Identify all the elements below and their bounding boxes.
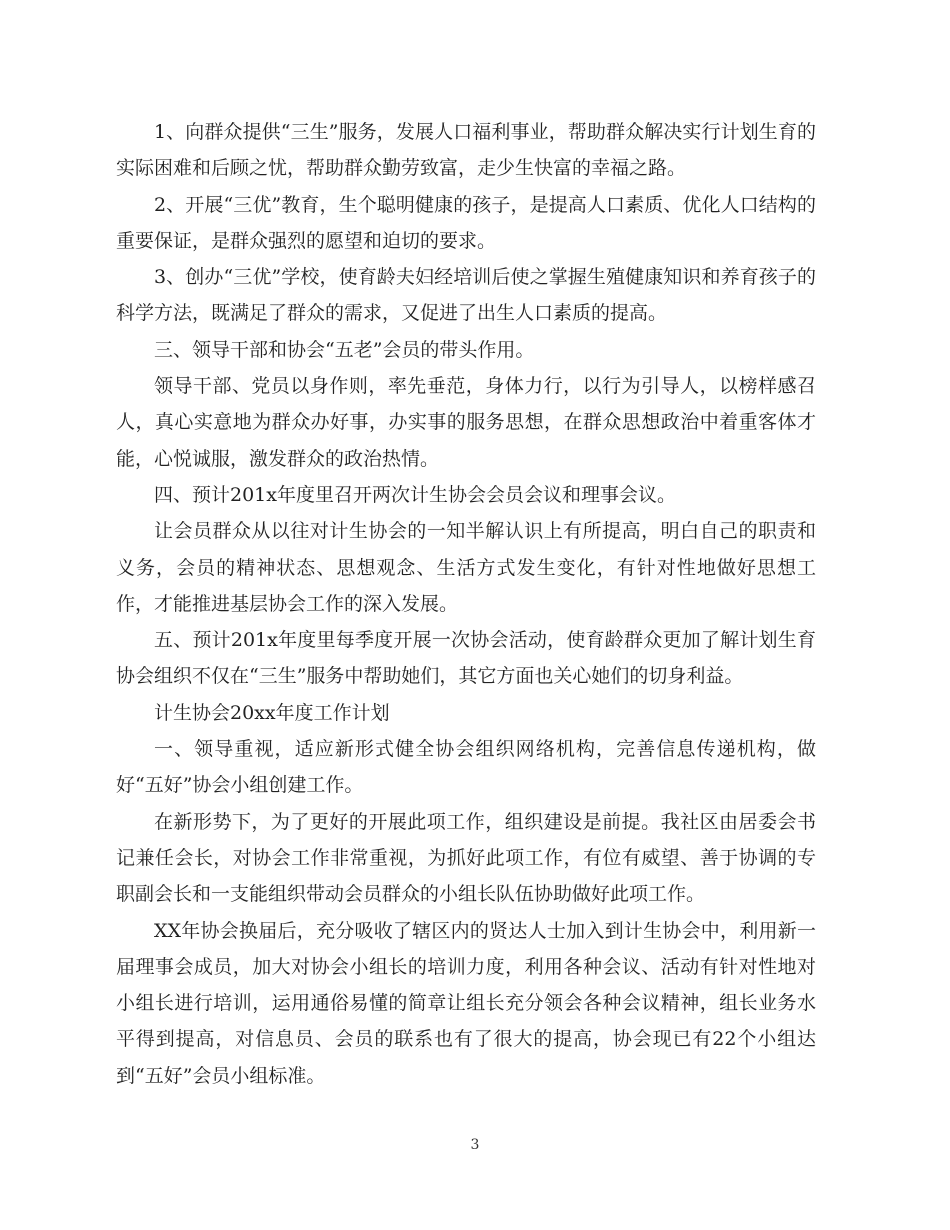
paragraph-leadership: 领导干部、党员以身作则，率先垂范，身体力行，以行为引导人，以榜样感召人，真心实意地为群众办好事，办实事的服务思想，在群众思想政治中着重客体才能，心悦诚服，激发群众的政治热情。 (116, 375, 816, 470)
paragraph-organization: 在新形势下，为了更好的开展此项工作，组织建设是前提。我社区由居委会书记兼任会长，对协会工作非常重视，为抓好此项工作，有位有威望、善于协调的专职副会长和一支能组织带动会员群众的小组长队伍协助做好此项工作。 (116, 810, 816, 906)
paragraph-training: XX年协会换届后，充分吸收了辖区内的贤达人士加入到计生协会中，利用新一届理事会成员，加大对协会小组长的培训力度，利用各种会议、活动有针对性地对小组长进行培训，运用通俗易懂的简章让组长充分领会各种会议精神，组长业务水平得到提高，对信息员、会员的联系也有了很大的提高，协会现已有22个小组达到“五好”会员小组标准。 (116, 919, 816, 1087)
page-number: 3 (470, 1137, 480, 1153)
paragraph-service-item-2: 2、开展“三优”教育，生个聪明健康的孩子，是提高人口素质、优化人口结构的重要保证，是群众强烈的愿望和迫切的要求。 (116, 193, 816, 252)
document-subtitle: 计生协会20xx年度工作计划 (154, 701, 390, 724)
document-body (116, 114, 816, 1094)
section-heading-4: 四、预计201x年度里召开两次计生协会会员会议和理事会议。 (154, 483, 676, 506)
section-heading-5: 五、预计201x年度里每季度开展一次协会活动，使育龄群众更加了解计划生育协会组织不仅在“三生”服务中帮助她们，其它方面也关心她们的切身利益。 (116, 629, 816, 688)
paragraph-service-item-3: 3、创办“三优”学校，使育龄夫妇经培训后使之掌握生殖健康知识和养育孩子的科学方法，既满足了群众的需求，又促进了出生人口素质的提高。 (116, 266, 816, 325)
plan-heading-1: 一、领导重视，适应新形式健全协会组织网络机构，完善信息传递机构，做好“五好”协会小组创建工作。 (116, 738, 816, 797)
paragraph-member-awareness: 让会员群众从以往对计生协会的一知半解认识上有所提高，明白自己的职责和义务，会员的精神状态、思想观念、生活方式发生变化，有针对性地做好思想工作，才能推进基层协会工作的深入发展。 (116, 520, 816, 615)
paragraph-service-item-1: 1、向群众提供“三生”服务，发展人口福利事业，帮助群众解决实行计划生育的实际困难和后顾之忧，帮助群众勤劳致富，走少生快富的幸福之路。 (116, 121, 816, 180)
section-heading-3: 三、领导干部和协会“五老”会员的带头作用。 (154, 338, 535, 361)
